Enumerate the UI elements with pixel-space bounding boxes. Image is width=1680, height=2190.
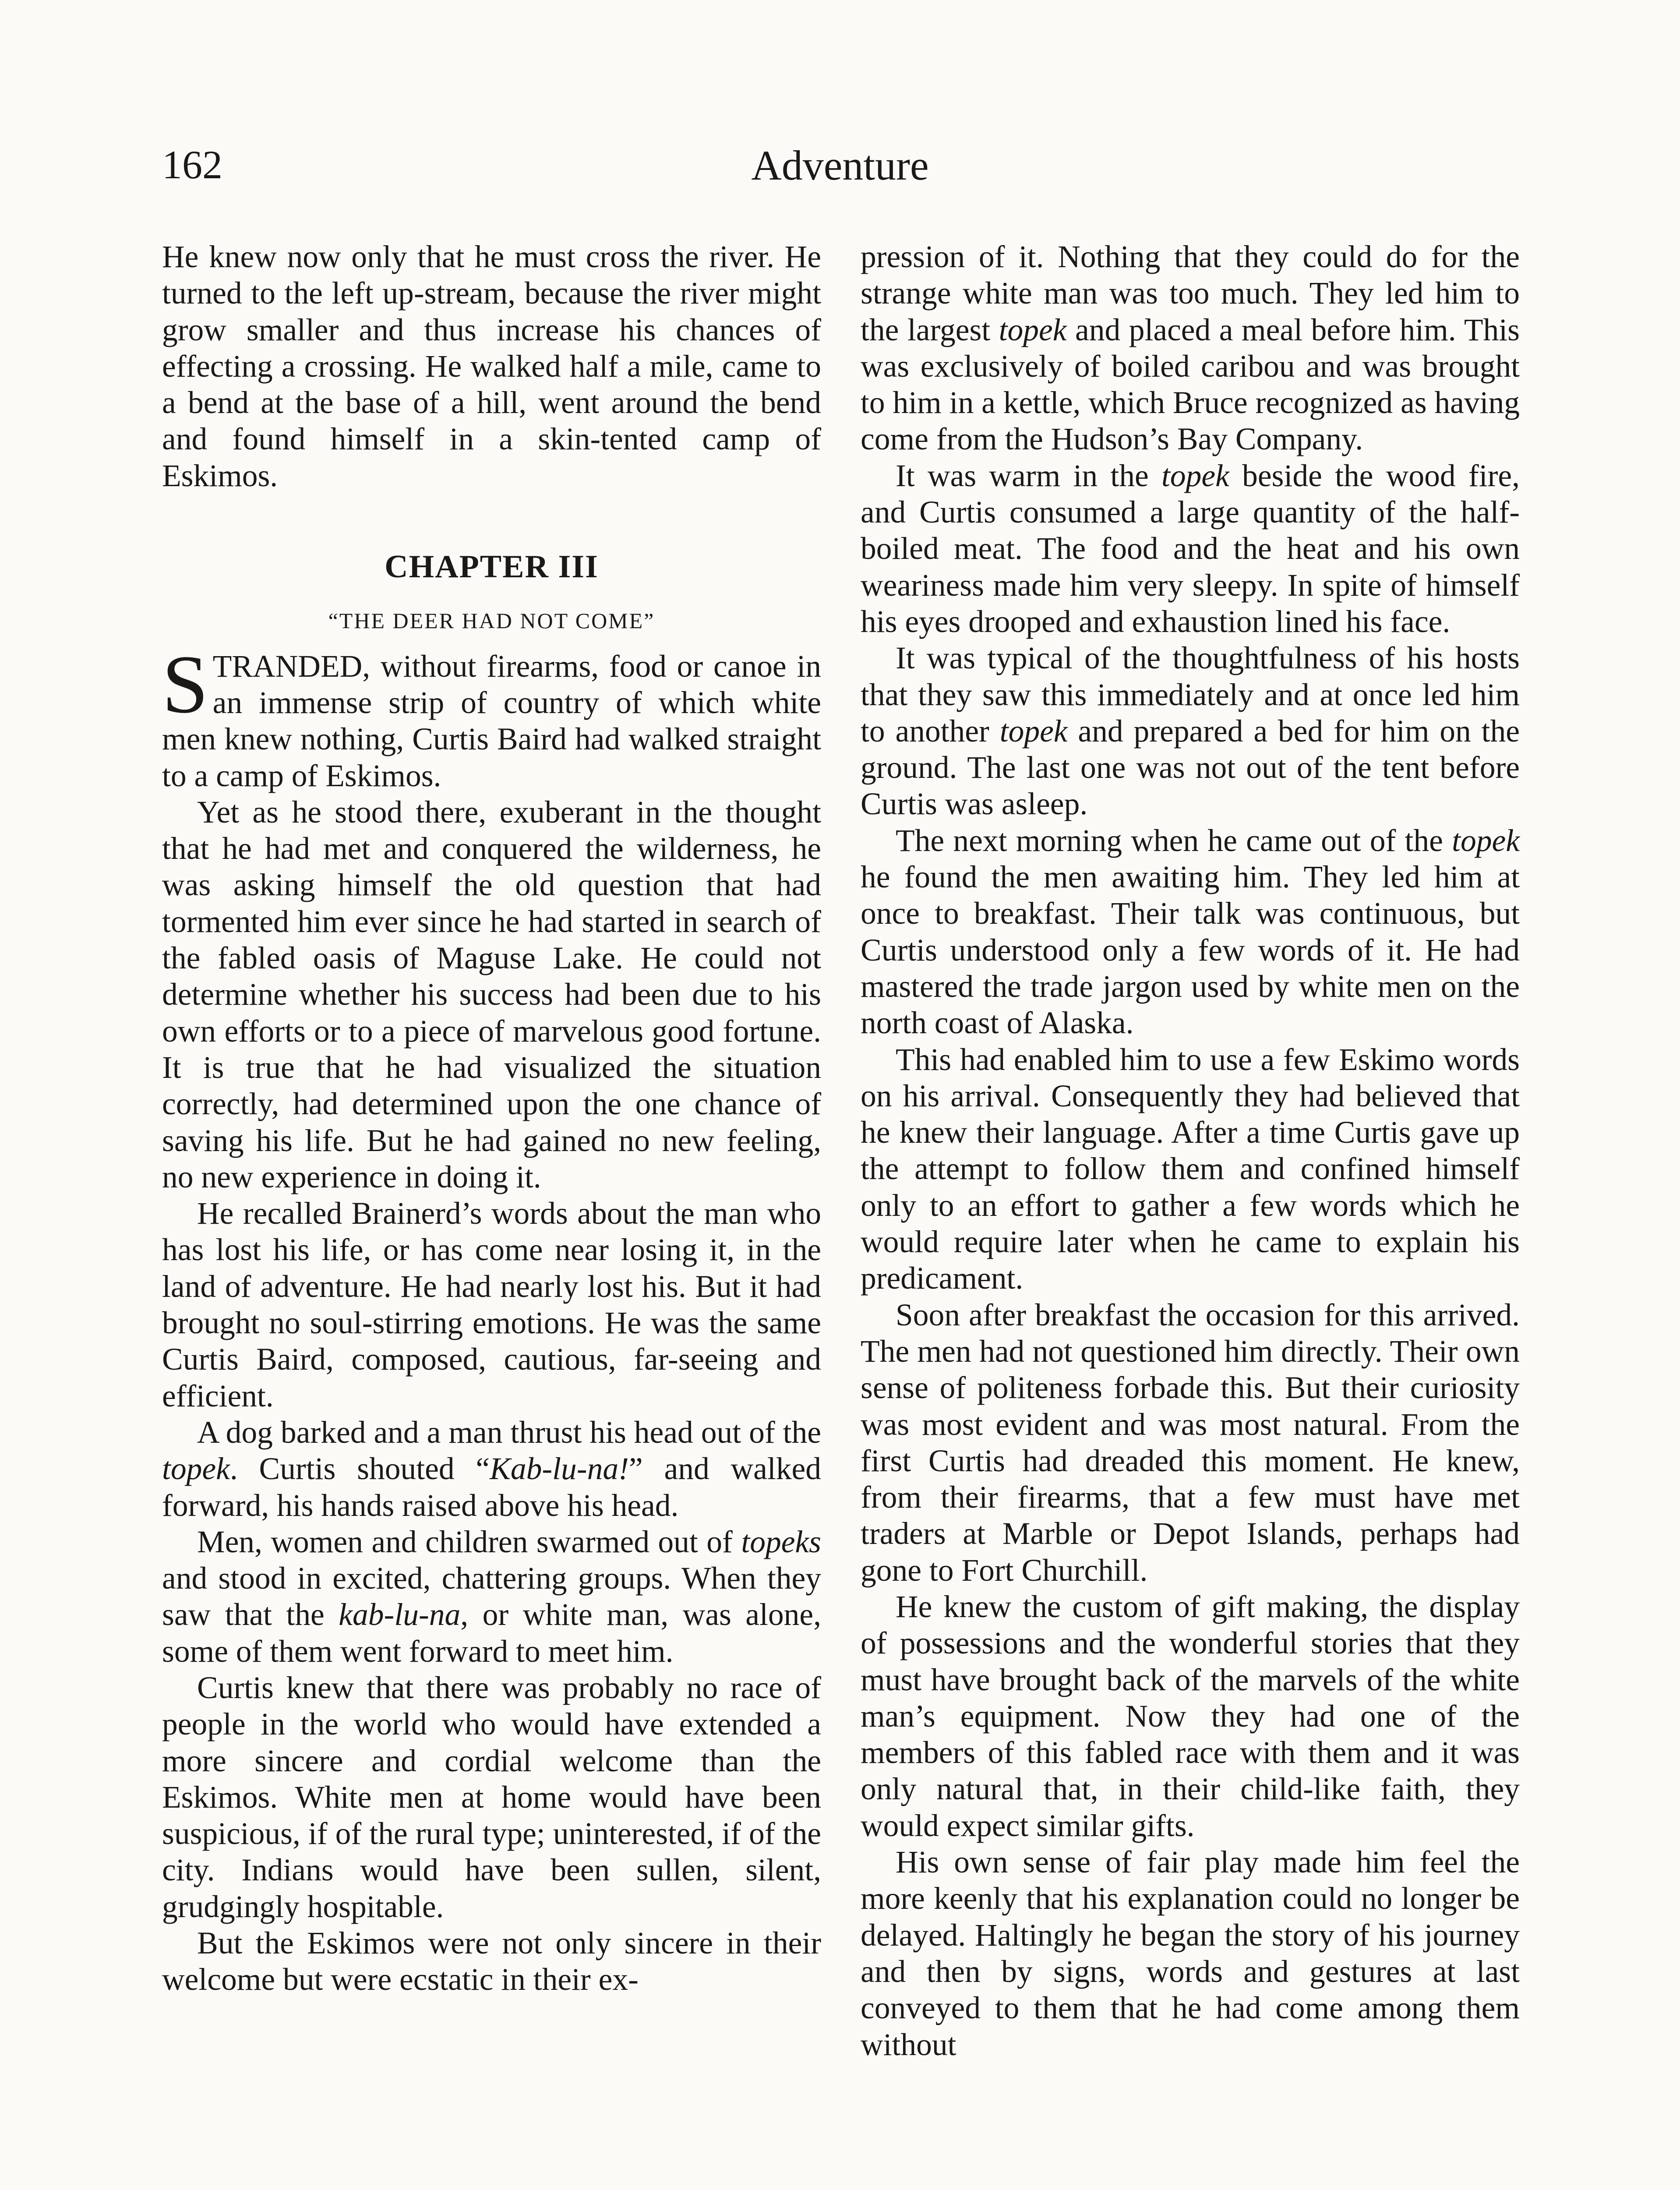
text-run: It was typical of the thoughtfulness of his hosts that they saw this immediately and at once led him to another	[861, 641, 1520, 749]
paragraph	[861, 823, 1520, 1042]
italic-term: topek	[999, 312, 1067, 347]
paragraph: Yet as he stood there, exuberant in the thought that he had met and conquered the wilderness, he was asking himself the old question that had tormented him ever since he had started in search of the fabled oasis of Maguse Lake. He could not determine whether his success had been due to his own efforts or to a piece of marvelous good fortune. It is true that he had visualized the situation correctly, had determined upon the one chance of saving his life. But he had gained no new feeling, no new experience in doing it.	[162, 795, 821, 1194]
text-run: pression of it. Nothing that they could do for the strange white man was too much. They led him to the largest	[861, 240, 1520, 347]
text-run: he found the men awaiting him. They led him at once to breakfast. Their talk was continuous, but Curtis understood only a few words of it. He had mastered the trade jargon used by white men on the north coast of Alaska.	[861, 860, 1520, 1041]
paragraph: His own sense of fair play made him feel the more keenly that his explanation could no longer be delayed. Haltingly he began the story of his journey and then by signs, words and gestures at last conveyed to them that he had come among them without	[861, 1845, 1520, 2062]
paragraph	[162, 1414, 821, 1524]
right-column	[861, 239, 1520, 2063]
text-run: . Curtis shouted “	[229, 1452, 490, 1487]
text-run: and placed a meal before him. This was exclusively of boiled caribou and was brought to him in a kettle, which Bruce recognized as having come from the Hudson’s Bay Company.	[861, 312, 1520, 457]
text-run: beside the wood fire, and Curtis consumed a large quantity of the half-boiled meat. The food and the heat and his own weariness made him very sleepy. In spite of himself his eyes drooped and exhaustion lined his face.	[861, 458, 1520, 639]
italic-term: topeks	[741, 1524, 821, 1559]
paragraph-continued	[861, 239, 1520, 458]
italic-term: topek	[999, 714, 1068, 749]
running-head: Adventure	[751, 142, 929, 189]
text-run: Men, women and children swarmed out of	[197, 1524, 741, 1559]
italic-term: Kab-lu-na!	[490, 1452, 629, 1487]
paragraph: Soon after breakfast the occasion for this arrived. The men had not questioned him directly. Their own sense of politeness forbade this. But their curiosity was most evident and was most natural. From the first Curtis had dreaded this moment. He knew, from their firearms, that a few must have met traders at Marble or Depot Islands, perhaps had gone to Fort Churchill.	[861, 1297, 1520, 1588]
paragraph	[861, 640, 1520, 822]
italic-term: topek	[1452, 823, 1520, 858]
paragraph: He knew the custom of gift making, the display of possessions and the wonderful stories that they must have brought back of the marvels of the white man’s equipment. Now they had one of the members of this fabled race with them and it was only natural that, in their child-like faith, they would expect similar gifts.	[861, 1589, 1520, 1843]
paragraph: He recalled Brainerd’s words about the man who has lost his life, or has come near losing it, in the land of adventure. He had nearly lost his. But it had brought no soul-stirring emotions. He was the same Curtis Baird, composed, cautious, far-seeing and efficient.	[162, 1196, 821, 1413]
chapter-subtitle: “THE DEER HAD NOT COME”	[328, 608, 655, 633]
text-run: and prepared a bed for him on the ground. The last one was not out of the tent before Curtis was asleep.	[861, 714, 1520, 822]
italic-term: kab-lu-na	[339, 1597, 461, 1632]
paragraph	[861, 458, 1520, 640]
italic-term: topek	[162, 1452, 230, 1487]
paragraph-continued: He knew now only that he must cross the river. He turned to the left up-stream, because the river might grow smaller and thus increase his chances of effecting a crossing. He walked half a mile, came to a bend at the base of a hill, went around the bend and found himself in a skin-tented camp of Eskimos.	[162, 240, 821, 493]
paragraph	[162, 1524, 821, 1670]
opening-text: TRANDED, without firearms, food or canoe in an immense strip of country of which white men knew nothing, Curtis Baird had walked straight to a camp of Eskimos.	[162, 649, 821, 793]
chapter-title: CHAPTER III	[385, 549, 599, 585]
left-column	[162, 239, 821, 1998]
text-run: The next morning when he came out of the	[896, 823, 1452, 858]
opening-paragraph	[162, 638, 821, 794]
paragraph: Curtis knew that there was probably no race of people in the world who would have extended a more sincere and cordial welcome than the Eskimos. White men at home would have been suspicious, if of the rural type; uninterested, if of the city. Indians would have been sullen, silent, grudgingly hospitable.	[162, 1670, 821, 1924]
paragraph: This had enabled him to use a few Eskimo words on his arrival. Consequently they had believed that he knew their language. After a time Curtis gave up the attempt to follow them and confined himself only to an effort to gather a few words which he would require later when he came to explain his predicament.	[861, 1042, 1520, 1296]
drop-cap: S	[162, 638, 208, 731]
paragraph: But the Eskimos were not only sincere in their welcome but were ecstatic in their ex-	[162, 1926, 821, 1997]
italic-term: topek	[1161, 458, 1229, 493]
text-run: It was warm in the	[896, 458, 1162, 493]
text-run: A dog barked and a man thrust his head out of the	[197, 1415, 821, 1450]
text-run: and stood in excited, chattering groups. When they saw that the	[162, 1561, 821, 1632]
text-run: ” and walked forward, his hands raised above his head.	[162, 1452, 821, 1523]
text-run: , or white man, was alone, some of them went forward to meet him.	[162, 1597, 821, 1669]
page-number: 162	[162, 142, 222, 187]
